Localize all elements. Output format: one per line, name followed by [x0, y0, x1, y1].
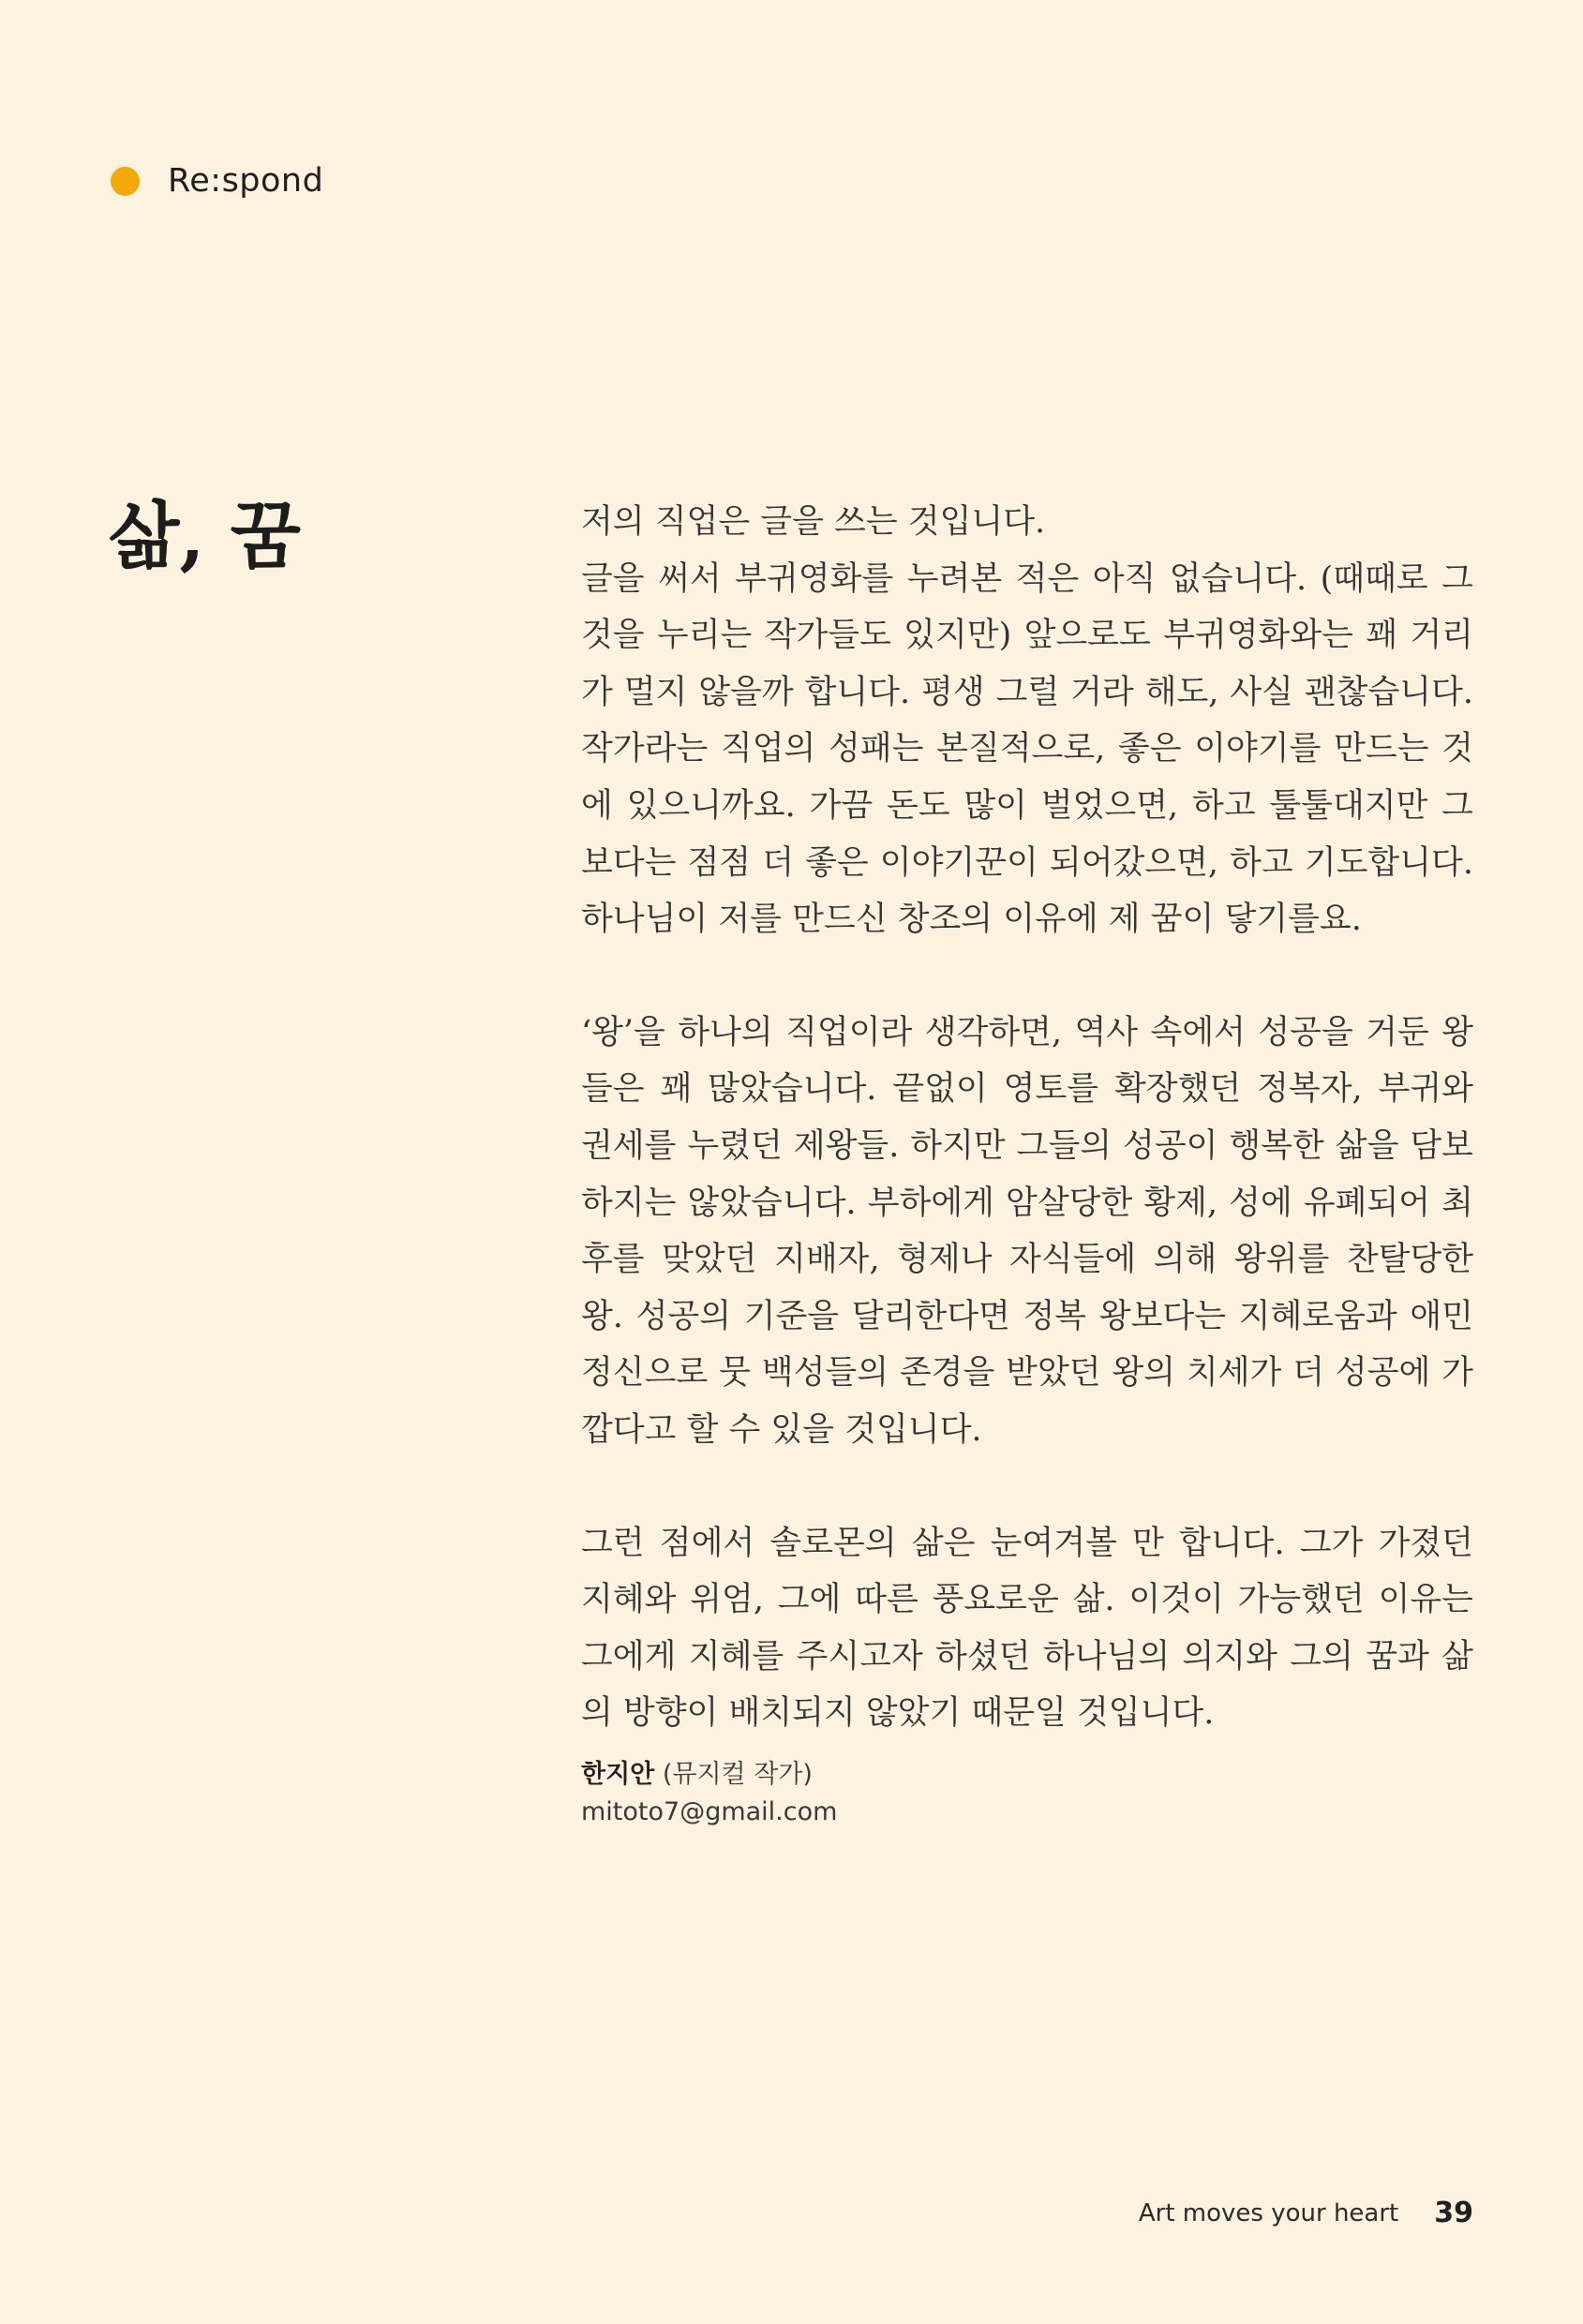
author-email[interactable]: mitoto7@gmail.com [581, 1797, 838, 1826]
section-dot-icon [111, 167, 140, 196]
article-body [581, 494, 1473, 1742]
paragraph-2: ‘왕’을 하나의 직업이라 생각하면, 역사 속에서 성공을 거둔 왕들은 꽤 많았습니다. 끝없이 영토를 확장했던 정복자, 부귀와 권세를 누렸던 제왕들. 하지만 그들의 성공이 행복한 삶을 담보하지는 않았습니다. 부하에게 암살당한 황제, 성에 유폐되어 최후를 맞았던 지배자, 형제나 자식들에 의해 왕위를 찬탈당한 왕. 성공의 기준을 달리한다면 정복 왕보다는 지혜로움과 애민정신으로 뭇 백성들의 존경을 받았던 왕의 치세가 더 성공에 가깝다고 할 수 있을 것입니다. [581, 1013, 1473, 1449]
author-role: (뮤지컬 작가) [662, 1760, 813, 1789]
author-name: 한지안 [581, 1760, 655, 1789]
paragraph-3: 그런 점에서 솔로몬의 삶은 눈여겨볼 만 합니다. 그가 가졌던 지혜와 위엄, 그에 따른 풍요로운 삶. 이것이 가능했던 이유는 그에게 지혜를 주시고자 하셨던 하나님의 의지와 그의 꿈과 삶의 방향이 배치되지 않았기 때문일 것입니다. [581, 1524, 1473, 1733]
author-line [581, 1756, 837, 1794]
section-tag [111, 157, 323, 204]
section-label: Re:spond [168, 162, 324, 200]
page-number: 39 [1434, 2197, 1473, 2229]
paragraph-1-first-line: 저의 직업은 글을 쓰는 것입니다. [581, 503, 1046, 541]
paragraph-1: 글을 써서 부귀영화를 누려본 적은 아직 없습니다. (때때로 그것을 누리는 작가들도 있지만) 앞으로도 부귀영화와는 꽤 거리가 멀지 않을까 합니다. 평생 그럴 거라 해도, 사실 괜찮습니다. 작가라는 직업의 성패는 본질적으로, 좋은 이야기를 만드는 것에 있으니까요. 가끔 돈도 많이 벌었으면, 하고 툴툴대지만 그보다는 점점 더 좋은 이야기꾼이 되어갔으면, 하고 기도합니다. 하나님이 저를 만드신 창조의 이유에 제 꿈이 닿기를요. [581, 559, 1473, 939]
article-title: 삶, 꿈 [109, 494, 302, 579]
author-info [581, 1756, 837, 1831]
page-footer [1139, 2197, 1473, 2229]
footer-tagline: Art moves your heart [1138, 2198, 1399, 2227]
